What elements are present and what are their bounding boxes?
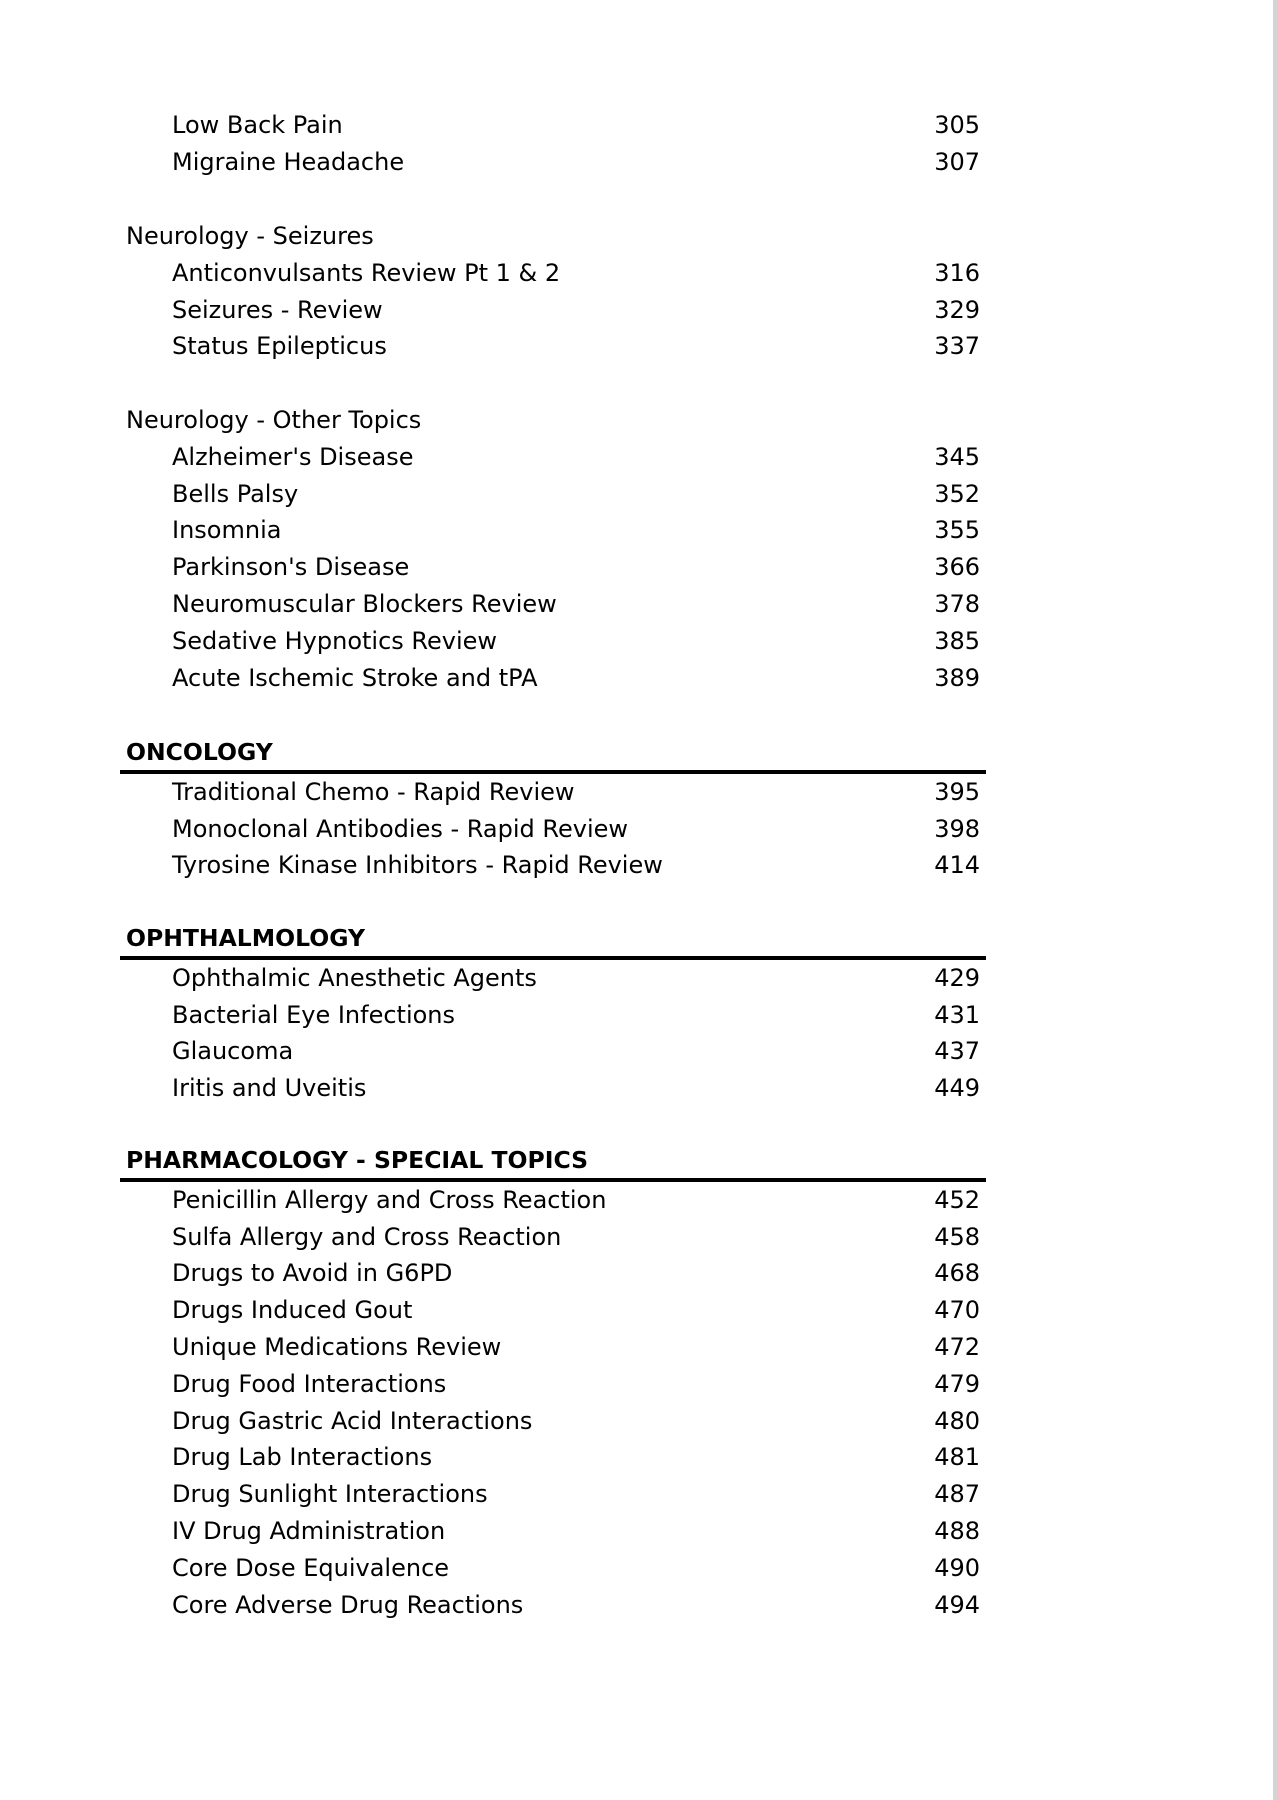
toc-entry [0, 775, 1277, 809]
section-heading: OPHTHALMOLOGY [126, 924, 365, 952]
entry-title: Core Dose Equivalence [172, 1553, 450, 1582]
toc-entry [0, 293, 1277, 327]
entry-page-number: 480 [934, 1406, 980, 1435]
entry-title: Low Back Pain [172, 111, 343, 139]
entry-title: Migraine Headache [172, 147, 405, 176]
toc-entry [0, 1551, 1277, 1585]
entry-page-number: 429 [934, 963, 980, 992]
entry-title: Iritis and Uveitis [172, 1074, 367, 1103]
entry-title: Insomnia [172, 516, 282, 545]
entry-title: Unique Medications Review [172, 1333, 502, 1361]
entry-title: Bacterial Eye Infections [172, 1000, 456, 1029]
entry-title: Tyrosine Kinase Inhibitors - Rapid Review [172, 851, 663, 880]
toc-entry [0, 1034, 1277, 1068]
entry-page-number: 398 [934, 814, 980, 843]
entry-title: Alzheimer's Disease [172, 442, 414, 471]
entry-title: Drugs Induced Gout [172, 1296, 413, 1325]
entry-title: IV Drug Administration [172, 1517, 446, 1545]
toc-entry [0, 848, 1277, 882]
toc-entry [0, 1404, 1277, 1438]
entry-title: Drug Food Interactions [172, 1369, 447, 1398]
toc-entry [0, 550, 1277, 584]
entry-page-number: 458 [934, 1222, 980, 1251]
entry-page-number: 316 [934, 258, 980, 287]
entry-title: Ophthalmic Anesthetic Agents [172, 963, 537, 992]
section-rule [120, 770, 986, 774]
entry-page-number: 378 [934, 590, 980, 618]
entry-title: Core Adverse Drug Reactions [172, 1590, 524, 1619]
entry-title: Drug Sunlight Interactions [172, 1480, 488, 1509]
toc-entry [0, 812, 1277, 846]
toc-entry [0, 440, 1277, 474]
toc-entry [0, 513, 1277, 547]
entry-page-number: 355 [934, 516, 980, 545]
entry-title: Neuromuscular Blockers Review [172, 590, 557, 618]
section-rule [120, 1178, 986, 1182]
entry-page-number: 352 [934, 479, 980, 508]
entry-title: Drug Gastric Acid Interactions [172, 1406, 533, 1435]
entry-page-number: 395 [934, 777, 980, 806]
toc-entry [0, 477, 1277, 511]
entry-page-number: 431 [934, 1000, 980, 1029]
entry-page-number: 305 [934, 111, 980, 139]
toc-entry [0, 1330, 1277, 1364]
toc-entry [0, 1440, 1277, 1474]
toc-entry [0, 1256, 1277, 1290]
entry-title: Status Epilepticus [172, 332, 387, 361]
toc-entry [0, 998, 1277, 1032]
toc-entry [0, 329, 1277, 363]
toc-entry [0, 256, 1277, 290]
subsection-heading: Neurology - Seizures [126, 222, 374, 250]
toc-entry [0, 145, 1277, 179]
toc-entry [0, 1071, 1277, 1105]
entry-title: Sedative Hypnotics Review [172, 626, 498, 655]
section-heading: PHARMACOLOGY - SPECIAL TOPICS [126, 1146, 589, 1174]
entry-page-number: 389 [934, 663, 980, 692]
toc-entry [0, 624, 1277, 658]
entry-title: Monoclonal Antibodies - Rapid Review [172, 814, 629, 843]
toc-entry [0, 661, 1277, 695]
toc-entry [0, 1367, 1277, 1401]
entry-title: Glaucoma [172, 1037, 294, 1066]
entry-page-number: 385 [934, 626, 980, 655]
entry-page-number: 345 [934, 442, 980, 471]
entry-page-number: 337 [934, 332, 980, 361]
entry-page-number: 449 [934, 1074, 980, 1103]
entry-page-number: 307 [934, 147, 980, 176]
entry-title: Sulfa Allergy and Cross Reaction [172, 1222, 562, 1251]
entry-page-number: 468 [934, 1259, 980, 1288]
entry-page-number: 329 [934, 295, 980, 324]
section-heading: ONCOLOGY [126, 738, 273, 766]
toc-entry [0, 1220, 1277, 1254]
entry-page-number: 488 [934, 1517, 980, 1545]
entry-page-number: 487 [934, 1480, 980, 1509]
toc-entry [0, 961, 1277, 995]
entry-page-number: 494 [934, 1590, 980, 1619]
entry-page-number: 452 [934, 1185, 980, 1214]
toc-entry [0, 587, 1277, 621]
entry-page-number: 481 [934, 1443, 980, 1472]
entry-title: Parkinson's Disease [172, 553, 410, 582]
toc-entry [0, 108, 1277, 142]
entry-title: Drugs to Avoid in G6PD [172, 1259, 453, 1288]
toc-entry [0, 1477, 1277, 1511]
entry-page-number: 472 [934, 1333, 980, 1361]
entry-title: Drug Lab Interactions [172, 1443, 433, 1472]
entry-title: Traditional Chemo - Rapid Review [172, 777, 575, 806]
toc-entry [0, 1514, 1277, 1548]
subsection-heading: Neurology - Other Topics [126, 406, 422, 434]
section-rule [120, 956, 986, 960]
entry-title: Anticonvulsants Review Pt 1 & 2 [172, 258, 561, 287]
entry-page-number: 479 [934, 1369, 980, 1398]
entry-page-number: 437 [934, 1037, 980, 1066]
entry-page-number: 470 [934, 1296, 980, 1325]
entry-title: Penicillin Allergy and Cross Reaction [172, 1185, 607, 1214]
entry-page-number: 490 [934, 1553, 980, 1582]
toc-entry [0, 1293, 1277, 1327]
entry-page-number: 414 [934, 851, 980, 880]
entry-page-number: 366 [934, 553, 980, 582]
toc-entry [0, 1588, 1277, 1622]
toc-entry [0, 1183, 1277, 1217]
entry-title: Bells Palsy [172, 479, 299, 508]
entry-title: Acute Ischemic Stroke and tPA [172, 663, 538, 692]
entry-title: Seizures - Review [172, 295, 383, 324]
